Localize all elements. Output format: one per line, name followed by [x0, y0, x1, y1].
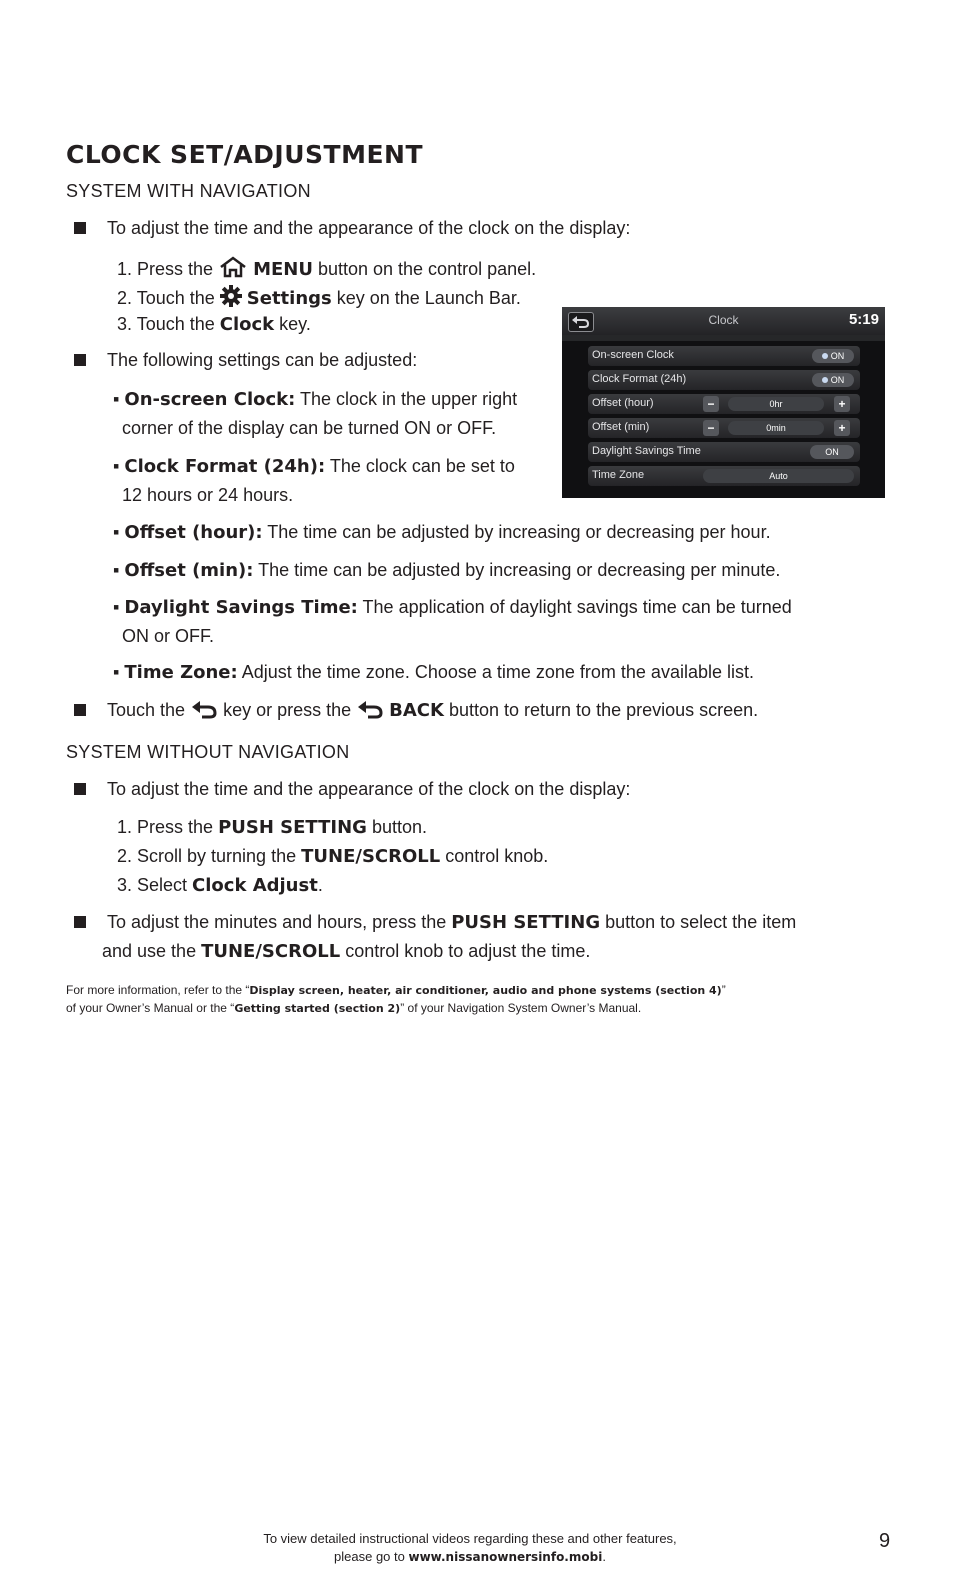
value-field: Auto	[703, 469, 854, 483]
back-arrow-icon	[190, 699, 218, 724]
footnote: of your Owner’s Manual or the “Getting started (section 2)” of your Navigation System Owner’s Manual.	[66, 1001, 642, 1015]
bullet-item: The following settings can be adjusted:	[74, 350, 417, 371]
screen-title: Clock	[708, 313, 739, 327]
website-link[interactable]: www.nissanownersinfo.mobi	[408, 1550, 603, 1564]
setting-item: ▪ Offset (min): The time can be adjusted by increasing or decreasing per minute.	[113, 560, 781, 581]
step-item: 3. Select Clock Adjust.	[117, 875, 323, 896]
screen-row: Clock Format (24h) ON	[588, 370, 860, 390]
step-item: 2. Scroll by turning the TUNE/SCROLL control knob.	[117, 846, 549, 867]
setting-item: ▪ Daylight Savings Time: The application of daylight savings time can be turned	[113, 597, 792, 618]
minus-icon: −	[703, 420, 719, 436]
setting-item: ▪ Offset (hour): The time can be adjusted by increasing or decreasing per hour.	[113, 522, 771, 543]
setting-item: ▪ Time Zone: Adjust the time zone. Choose a time zone from the available list.	[113, 662, 754, 683]
section-title-with-nav: SYSTEM WITH NAVIGATION	[66, 181, 311, 201]
setting-item-continued: corner of the display can be turned ON or OFF.	[122, 418, 497, 438]
screen-row: On-screen Clock ON	[588, 346, 860, 366]
square-bullet-icon	[74, 354, 86, 366]
section-title-without-nav: SYSTEM WITHOUT NAVIGATION	[66, 742, 350, 762]
bullet-item: To adjust the time and the appearance of the clock on the display:	[74, 218, 630, 239]
toggle-dot-icon	[822, 353, 828, 359]
footnote: For more information, refer to the “Display screen, heater, air conditioner, audio and phone systems (section 4)”	[66, 983, 726, 997]
square-bullet-icon	[74, 704, 86, 716]
gear-icon	[220, 285, 242, 312]
bullet-item: Touch the key or press the BACK button to return to the previous screen.	[74, 699, 758, 724]
minus-icon: −	[703, 396, 719, 412]
back-arrow-icon	[356, 699, 384, 724]
step-item: 3. Touch the Clock key.	[117, 314, 311, 335]
bottom-note: To view detailed instructional videos regarding these and other features, please go to www.nissanownersinfo.mobi.	[263, 1531, 677, 1564]
home-icon	[218, 256, 248, 283]
bullet-item: To adjust the minutes and hours, press the PUSH SETTING button to select the item	[74, 912, 796, 933]
plus-icon: +	[834, 396, 850, 412]
screen-row: Time Zone Auto	[588, 466, 860, 486]
value-field: 0min	[728, 421, 824, 435]
setting-item: ▪ On-screen Clock: The clock in the upper right	[113, 389, 518, 410]
screen-clock: 5:19	[848, 311, 879, 328]
toggle-pill: ON	[810, 445, 854, 459]
screen-row: Offset (hour) − 0hr +	[588, 394, 860, 414]
plus-icon: +	[834, 420, 850, 436]
square-bullet-icon	[74, 222, 86, 234]
clock-settings-screenshot	[562, 307, 885, 498]
step-item: 1. Press the PUSH SETTING button.	[117, 817, 427, 838]
value-field: 0hr	[728, 397, 824, 411]
page-number: 9	[879, 1530, 891, 1552]
screen-row: Offset (min) − 0min +	[588, 418, 860, 438]
screen-header	[562, 307, 885, 335]
page-title: CLOCK SET/ADJUSTMENT	[66, 140, 424, 169]
setting-item: ▪ Clock Format (24h): The clock can be set to	[113, 456, 515, 477]
setting-item-continued: ON or OFF.	[122, 626, 215, 646]
toggle-pill: ON	[812, 349, 854, 363]
toggle-dot-icon	[822, 377, 828, 383]
screen-settings-list	[562, 341, 885, 498]
step-item: 2. Touch the Settings key on the Launch Bar.	[117, 285, 521, 312]
square-bullet-icon	[74, 916, 86, 928]
screen-row: Daylight Savings Time ON	[588, 442, 860, 462]
step-item: 1. Press the MENU button on the control panel.	[117, 256, 536, 283]
toggle-pill: ON	[812, 373, 854, 387]
setting-item-continued: 12 hours or 24 hours.	[122, 485, 294, 505]
square-bullet-icon	[74, 783, 86, 795]
bullet-item-continued: and use the TUNE/SCROLL control knob to adjust the time.	[102, 941, 591, 962]
bullet-item: To adjust the time and the appearance of the clock on the display:	[74, 779, 630, 800]
